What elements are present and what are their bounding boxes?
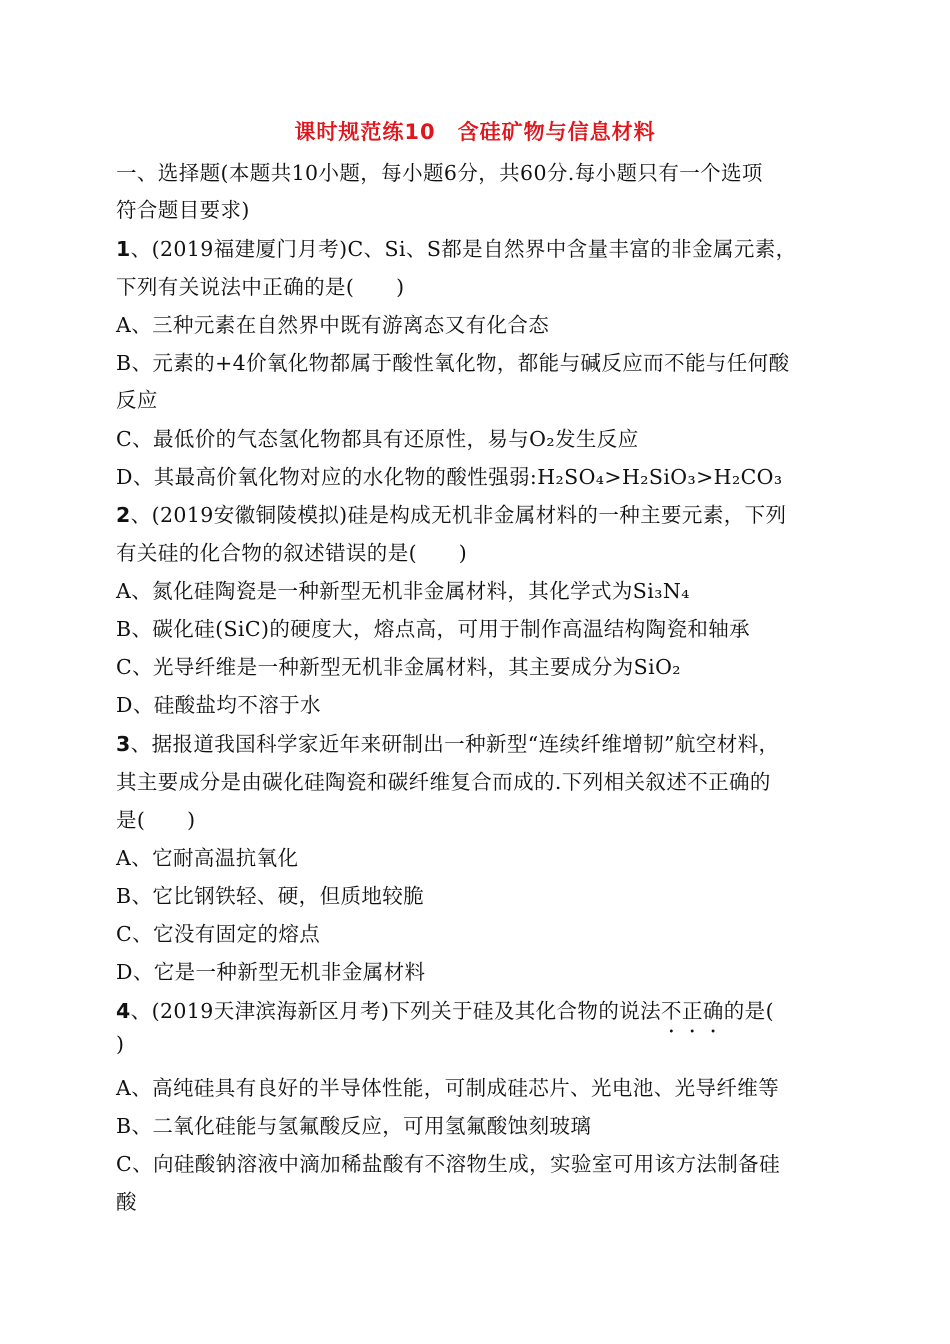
question-2-option-c: C、光导纤维是一种新型无机非金属材料，其主要成分为SiO₂	[116, 655, 681, 679]
question-2-option-d: D、硅酸盐均不溶于水	[116, 693, 321, 717]
question-1-option-c: C、最低价的气态氢化物都具有还原性，易与O₂发生反应	[116, 427, 639, 451]
emphasis-char: 正	[681, 999, 703, 1023]
question-2-option-a: A、氮化硅陶瓷是一种新型无机非金属材料，其化学式为Si₃N₄	[116, 579, 690, 603]
question-3-stem-line-1	[116, 727, 779, 757]
question-4-stem-line-1	[116, 994, 774, 1024]
question-3-stem-line-2: 其主要成分是由碳化硅陶瓷和碳纤维复合而成的.下列相关叙述不正确的	[116, 770, 771, 794]
question-2-option-b: B、碳化硅(SiC)的硬度大，熔点高，可用于制作高温结构陶瓷和轴承	[116, 617, 751, 641]
question-text: 、据报道我国科学家近年来研制出一种新型“连续纤维增韧”航空材料，	[130, 732, 780, 756]
emphasized-text	[661, 999, 724, 1023]
question-3-option-b: B、它比钢铁轻、硬，但质地较脆	[116, 884, 425, 908]
question-4-option-a: A、高纯硅具有良好的半导体性能，可制成硅芯片、光电池、光导纤维等	[116, 1076, 780, 1100]
question-4-stem-line-2: )	[116, 1032, 125, 1056]
page-title: 课时规范练10 含硅矿物与信息材料	[294, 120, 656, 144]
question-text: 、(2019天津滨海新区月考)下列关于硅及其化合物的说法	[130, 999, 662, 1023]
question-1-option-b-line-2: 反应	[116, 388, 158, 412]
question-1-stem-line-1	[116, 232, 797, 262]
question-1-stem-line-2: 下列有关说法中正确的是( )	[116, 275, 405, 299]
question-3-stem-line-3: 是( )	[116, 808, 196, 832]
question-3-option-a: A、它耐高温抗氧化	[116, 846, 299, 870]
question-text-end: 的是(	[723, 999, 774, 1023]
question-1-option-a: A、三种元素在自然界中既有游离态又有化合态	[116, 313, 550, 337]
question-number: 3	[116, 732, 131, 756]
question-3-option-d: D、它是一种新型无机非金属材料	[116, 960, 426, 984]
question-1-option-b-line-1: B、元素的+4价氧化物都属于酸性氧化物，都能与碱反应而不能与任何酸	[116, 351, 790, 375]
section-heading-line-1: 一、选择题(本题共10小题，每小题6分，共60分.每小题只有一个选项	[116, 161, 763, 185]
question-1-option-d: D、其最高价氧化物对应的水化物的酸性强弱:H₂SO₄>H₂SiO₃>H₂CO₃	[116, 465, 783, 489]
question-number: 1	[116, 237, 131, 261]
question-4-option-c-line-1: C、向硅酸钠溶液中滴加稀盐酸有不溶物生成，实验室可用该方法制备硅	[116, 1152, 780, 1176]
question-text: 、(2019安徽铜陵模拟)硅是构成无机非金属材料的一种主要元素，下列	[130, 503, 787, 527]
question-text: 、(2019福建厦门月考)C、Si、S都是自然界中含量丰富的非金属元素，	[130, 237, 797, 261]
emphasis-char: 确	[702, 999, 724, 1023]
question-2-stem-line-1	[116, 498, 786, 528]
question-2-stem-line-2: 有关硅的化合物的叙述错误的是( )	[116, 541, 468, 565]
emphasis-char: 不	[661, 999, 682, 1023]
question-4-option-c-line-2: 酸	[116, 1190, 137, 1214]
question-number: 4	[116, 999, 131, 1023]
section-heading-line-2: 符合题目要求)	[116, 198, 250, 222]
question-4-option-b: B、二氧化硅能与氢氟酸反应，可用氢氟酸蚀刻玻璃	[116, 1114, 592, 1138]
question-number: 2	[116, 503, 131, 527]
question-3-option-c: C、它没有固定的熔点	[116, 922, 321, 946]
